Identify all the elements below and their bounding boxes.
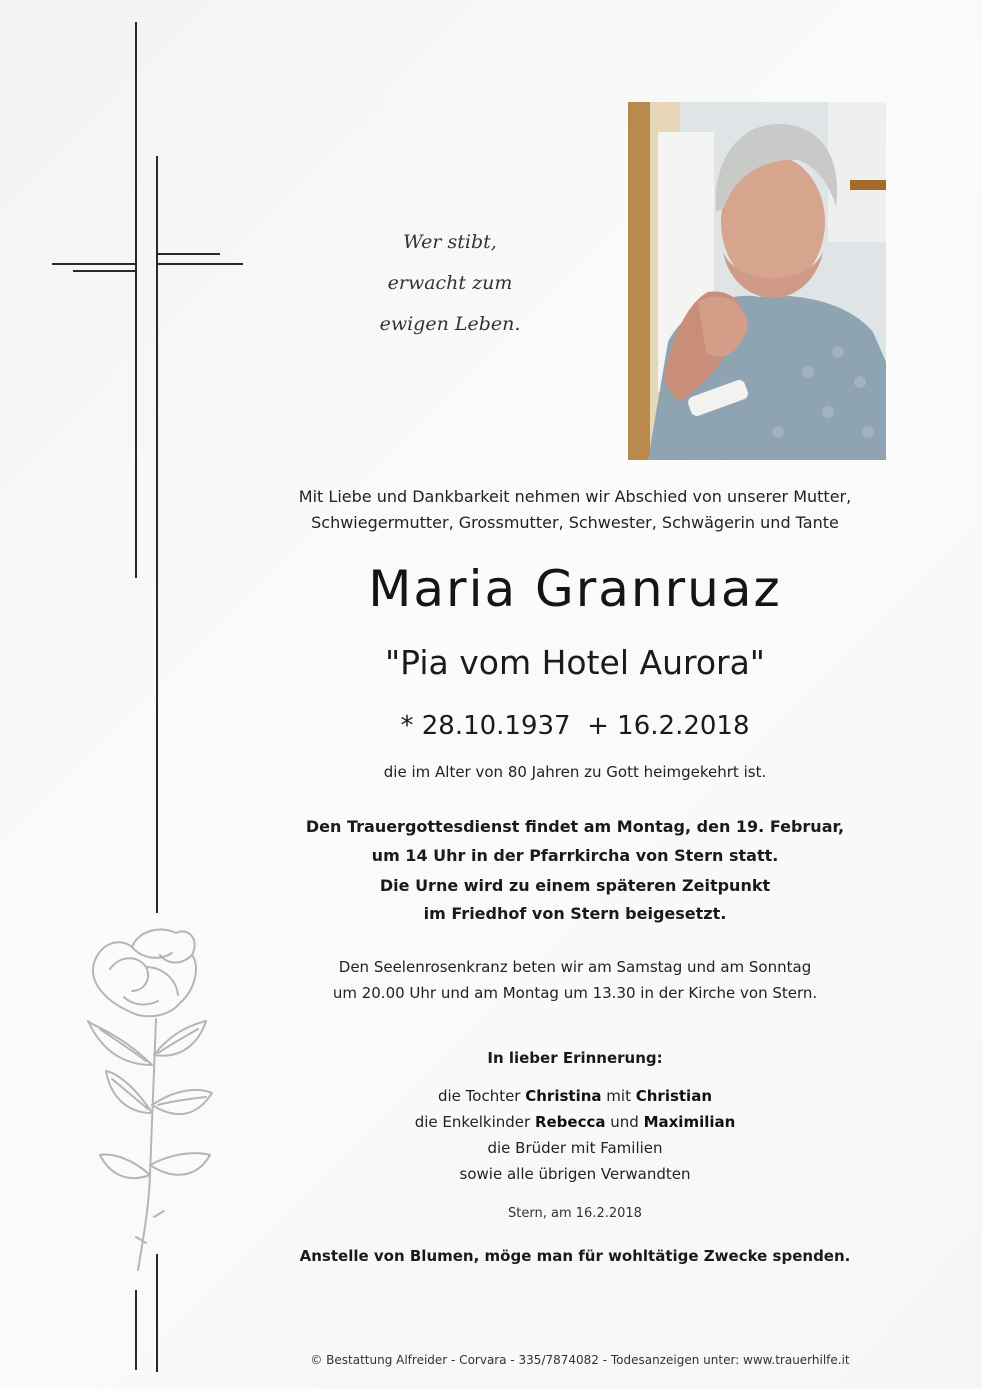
urn-line-1: Die Urne wird zu einem späteren Zeitpunkt [379, 876, 771, 895]
rosary-line-2: um 20.00 Uhr und am Montag um 13.30 in der Kirche von Stern. [332, 984, 818, 1002]
intro-text [200, 484, 950, 536]
family-line-1 [200, 1083, 950, 1109]
family-line-3: die Brüder mit Familien [487, 1139, 663, 1157]
rosary-line-1: Den Seelenrosenkranz beten wir am Samstag und am Sonntag [338, 958, 812, 976]
cross-horizontal-right-line [157, 263, 243, 265]
cross-horizontal-right-upper-line [157, 253, 220, 255]
memory-heading: In lieber Erinnerung: [487, 1049, 663, 1067]
service-line-1: Den Trauergottesdienst findet am Montag, den 19. Februar, [305, 817, 845, 836]
place-date: Stern, am 16.2.2018 [508, 1206, 642, 1221]
rosary-text [200, 954, 950, 1006]
quote-line-3: ewigen Leben. [379, 313, 521, 335]
family-list [200, 1083, 950, 1187]
family-name-maximilian: Maximilian [643, 1113, 736, 1131]
age-line: die im Alter von 80 Jahren zu Gott heimgekehrt ist. [383, 763, 767, 781]
life-dates: * 28.10.1937 + 16.2.2018 [400, 711, 750, 741]
funeral-service-text [200, 812, 950, 870]
cross-horizontal-left-inner-line [73, 270, 136, 272]
intro-line-1: Mit Liebe und Dankbarkeit nehmen wir Abschied von unserer Mutter, [298, 487, 852, 506]
family-line-2-middle: und [605, 1113, 644, 1131]
quote-line-2: erwacht zum [387, 272, 513, 294]
family-line-2-prefix: die Enkelkinder [414, 1113, 535, 1131]
family-name-christina: Christina [525, 1087, 602, 1105]
cross-vertical-left-bottom-line [135, 1290, 137, 1370]
deceased-name: Maria Granruaz [368, 560, 782, 618]
quote-block [300, 222, 600, 345]
urn-line-2: im Friedhof von Stern beigesetzt. [423, 904, 727, 923]
portrait-photo [628, 102, 886, 460]
family-line-1-middle: mit [601, 1087, 636, 1105]
deceased-nickname: "Pia vom Hotel Aurora" [385, 643, 765, 682]
family-name-rebecca: Rebecca [534, 1113, 606, 1131]
family-line-4: sowie alle übrigen Verwandten [459, 1165, 691, 1183]
cross-horizontal-left-line [52, 263, 136, 265]
urn-text [200, 872, 950, 928]
service-line-2: um 14 Uhr in der Pfarrkircha von Stern statt. [371, 846, 779, 865]
cross-vertical-left-line [135, 22, 137, 578]
family-line-1-prefix: die Tochter [437, 1087, 526, 1105]
family-name-christian: Christian [635, 1087, 713, 1105]
footer-credit: © Bestattung Alfreider - Corvara - 335/7874082 - Todesanzeigen unter: www.trauerhilfe.it [310, 1353, 850, 1367]
quote-line-1: Wer stibt, [403, 231, 497, 253]
family-line-2 [200, 1109, 950, 1135]
intro-line-2: Schwiegermutter, Grossmutter, Schwester, Schwägerin und Tante [311, 513, 839, 532]
cross-vertical-right-top-line [156, 156, 158, 913]
donation-note: Anstelle von Blumen, möge man für wohltätige Zwecke spenden. [299, 1247, 851, 1265]
